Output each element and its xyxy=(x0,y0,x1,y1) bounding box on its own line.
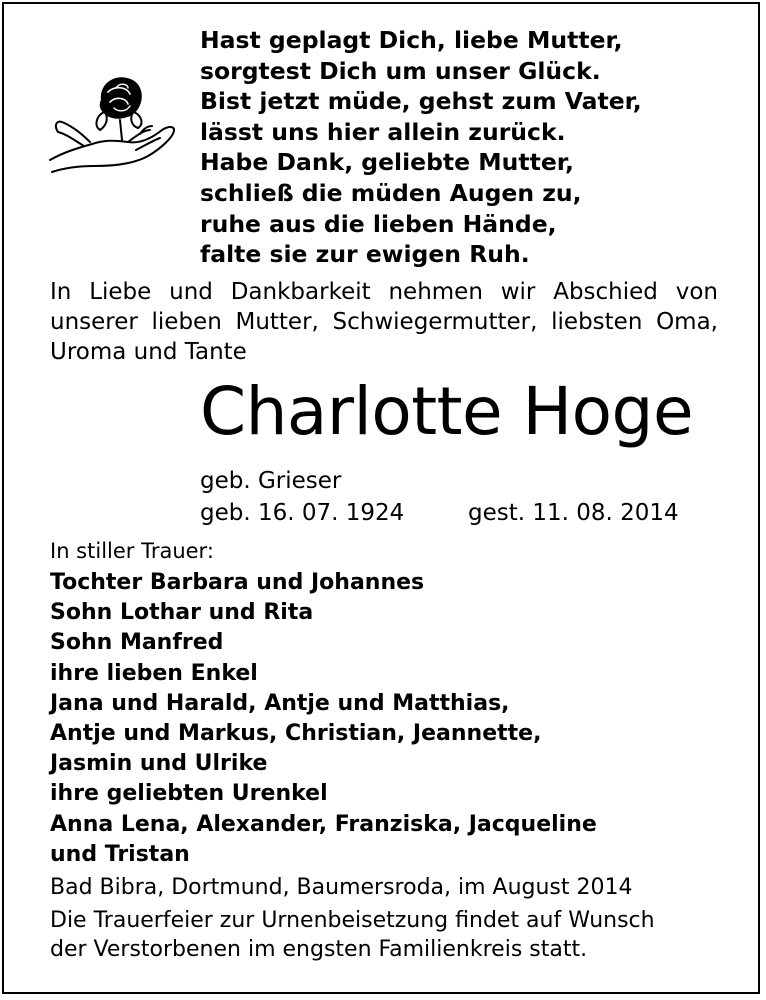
poem xyxy=(200,25,642,270)
family-line: Tochter Barbara und Johannes xyxy=(50,570,425,595)
poem-line: Bist jetzt müde, gehst zum Vater, xyxy=(200,87,642,116)
family-line: Antje und Markus, Christian, Jeannette, xyxy=(50,721,542,747)
deceased-name: Charlotte Hoge xyxy=(200,373,694,450)
intro-text xyxy=(50,277,718,367)
notice-line: Die Trauerfeier zur Urnenbeisetzung findet auf Wunsch xyxy=(50,908,655,933)
mourning-label: In stiller Trauer: xyxy=(50,539,214,563)
birth-date: geb. 16. 07. 1924 xyxy=(200,500,405,526)
place-date: Bad Bibra, Dortmund, Baumersroda, im August 2014 xyxy=(50,875,633,900)
family-line: und Tristan xyxy=(50,841,190,867)
intro-line: In Liebe und Dankbarkeit nehmen wir Abschied von xyxy=(50,279,718,305)
family-line: ihre lieben Enkel xyxy=(50,660,258,686)
intro-line: unserer lieben Mutter, Schwiegermutter, liebsten Oma, xyxy=(50,309,718,335)
family-line: Sohn Lothar und Rita xyxy=(50,600,314,626)
family-list xyxy=(50,568,597,870)
family-line: Jana und Harald, Antje und Matthias, xyxy=(50,690,510,716)
family-line: Anna Lena, Alexander, Franziska, Jacqueline xyxy=(50,811,597,837)
family-line: ihre geliebten Urenkel xyxy=(50,781,328,807)
poem-line: schließ die müden Augen zu, xyxy=(200,178,582,207)
intro-line: Uroma und Tante xyxy=(50,339,247,365)
rose-in-hand-icon xyxy=(44,60,184,180)
death-date: gest. 11. 08. 2014 xyxy=(468,500,679,526)
poem-line: falte sie zur ewigen Ruh. xyxy=(200,240,530,269)
poem-line: lässt uns hier allein zurück. xyxy=(200,117,566,146)
notice-line: der Verstorbenen im engsten Familienkreis statt. xyxy=(50,937,588,962)
funeral-notice xyxy=(50,906,655,964)
poem-line: sorgtest Dich um unser Glück. xyxy=(200,56,601,85)
poem-line: Habe Dank, geliebte Mutter, xyxy=(200,148,574,177)
family-line: Sohn Manfred xyxy=(50,630,224,656)
poem-line: ruhe aus die lieben Hände, xyxy=(200,209,557,238)
maiden-name: geb. Grieser xyxy=(200,468,342,494)
poem-line: Hast geplagt Dich, liebe Mutter, xyxy=(200,26,623,54)
family-line: Jasmin und Ulrike xyxy=(50,751,268,777)
